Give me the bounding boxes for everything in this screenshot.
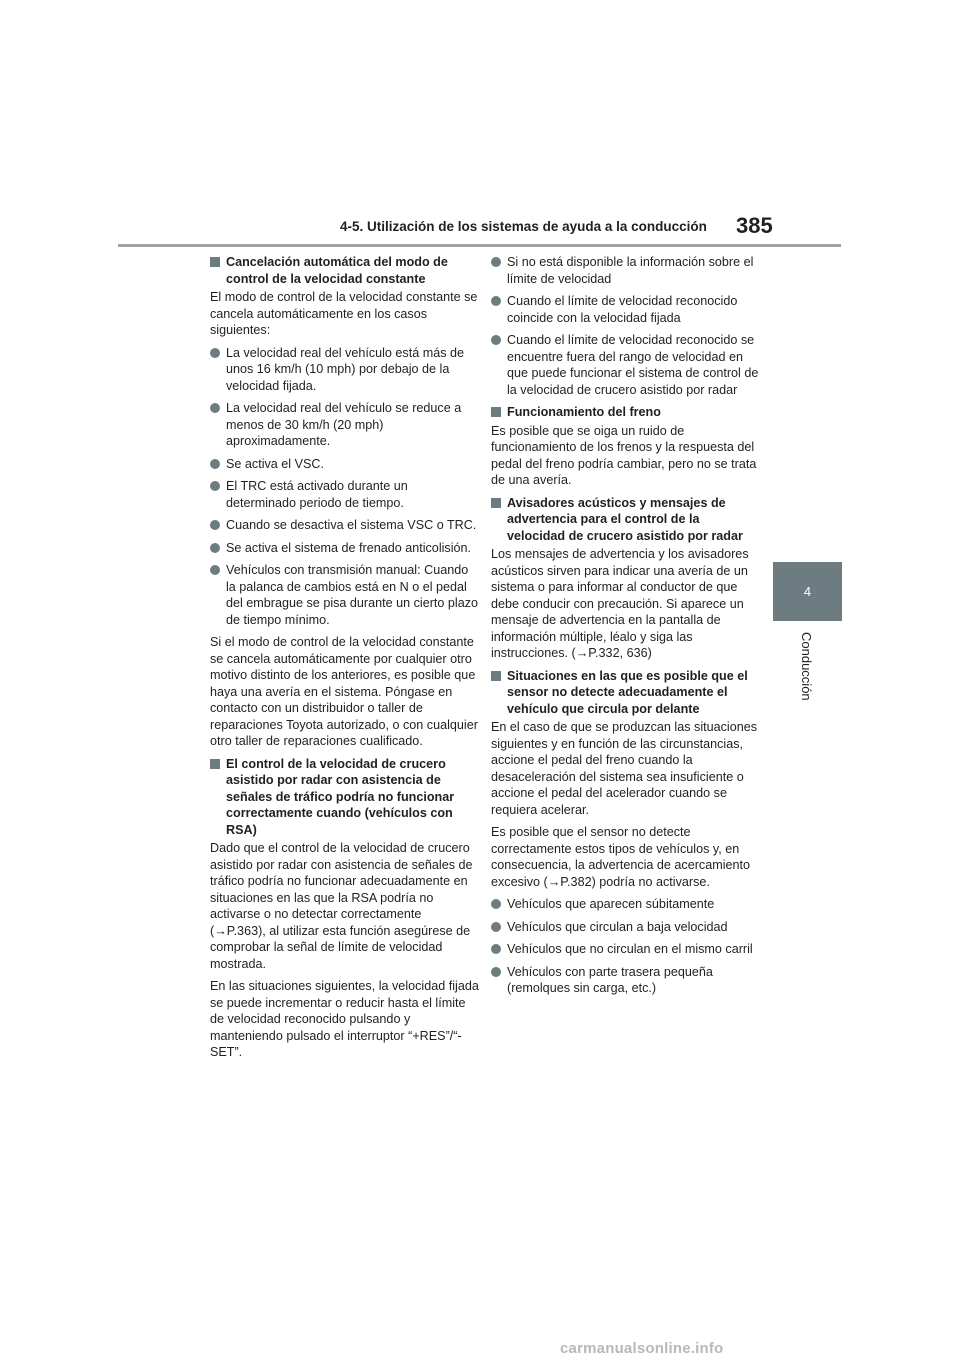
circle-bullet-icon bbox=[210, 459, 220, 469]
chapter-label-vertical bbox=[796, 632, 818, 712]
bullet-item bbox=[491, 254, 761, 287]
paragraph-text: Dado que el control de la velocidad de crucero asistido por radar con asistencia de señales de tráfico podría no funcionar adecuadamente en situaciones en las que la RSA podría no activarse o no detectar correctamente (→P.363), al utilizar esta función asegúrese de comprobar la señal de límite de velocidad mostrada. bbox=[210, 841, 473, 971]
bullet-text: La velocidad real del vehículo está más de unos 16 km/h (10 mph) por debajo de la velocidad fijada. bbox=[226, 345, 465, 393]
circle-bullet-icon bbox=[491, 335, 501, 345]
square-bullet-icon bbox=[491, 671, 501, 681]
watermark: carmanualsonline.info bbox=[560, 1340, 724, 1357]
bullet-text: Vehículos con parte trasera pequeña (remolques sin carga, etc.) bbox=[507, 964, 713, 995]
square-bullet-icon bbox=[210, 257, 220, 267]
section-header-title: 4-5. Utilización de los sistemas de ayuda a la conducción bbox=[340, 219, 707, 234]
circle-bullet-icon bbox=[210, 481, 220, 491]
bullet-text: Se activa el VSC. bbox=[226, 456, 324, 471]
bullet-item bbox=[491, 332, 761, 398]
body-paragraph bbox=[210, 634, 480, 750]
bullet-text: Vehículos que aparecen súbitamente bbox=[507, 897, 715, 911]
square-bullet-icon bbox=[491, 498, 501, 508]
paragraph-text: En las situaciones siguientes, la velocidad fijada se puede incrementar o reducir hasta el límite de velocidad reconocido pulsando y manteniendo pulsado el interruptor “+RES”/“-SET”. bbox=[210, 979, 479, 1059]
bullet-item bbox=[210, 517, 480, 534]
bullet-item bbox=[210, 478, 480, 511]
bullet-item bbox=[210, 456, 480, 473]
bullet-item bbox=[210, 400, 480, 450]
circle-bullet-icon bbox=[210, 348, 220, 358]
section-heading bbox=[491, 404, 761, 421]
header-divider bbox=[118, 244, 841, 247]
paragraph-text: El modo de control de la velocidad constante se cancela automáticamente en los casos siguientes: bbox=[210, 290, 478, 337]
circle-bullet-icon bbox=[210, 565, 220, 575]
bullet-text: La velocidad real del vehículo se reduce a menos de 30 km/h (20 mph) aproximadamente. bbox=[226, 401, 462, 448]
section-heading-text: Funcionamiento del freno bbox=[507, 405, 661, 419]
circle-bullet-icon bbox=[210, 520, 220, 530]
bullet-item bbox=[491, 896, 761, 913]
section-heading bbox=[210, 254, 480, 287]
circle-bullet-icon bbox=[491, 944, 501, 954]
bullet-item bbox=[491, 941, 761, 958]
circle-bullet-icon bbox=[491, 899, 501, 909]
bullet-text: Se activa el sistema de frenado anticolisión. bbox=[226, 540, 472, 555]
square-bullet-icon bbox=[210, 759, 220, 769]
bullet-item bbox=[491, 293, 761, 326]
section-heading-text: El control de la velocidad de crucero asistido por radar con asistencia de señales de tráfico podría no funcionar correctamente cuando (vehículos con RSA) bbox=[226, 756, 455, 837]
bullet-item bbox=[210, 562, 480, 628]
circle-bullet-icon bbox=[210, 403, 220, 413]
section-heading bbox=[491, 668, 761, 718]
circle-bullet-icon bbox=[491, 257, 501, 267]
paragraph-text: Si el modo de control de la velocidad constante se cancela automáticamente por cualquier otro motivo distinto de los anteriores, es posible que haya una avería en el sistema. Póngase en contacto con un distribuidor o taller de reparaciones Toyota autorizado, o con cualquier otro taller de reparaciones cualificado. bbox=[210, 635, 478, 748]
bullet-text: Vehículos con transmisión manual: Cuando la palanca de cambios está en N o el pedal del embrague se pisa durante un cierto plazo de tiempo mínimo. bbox=[226, 563, 479, 627]
bullet-item bbox=[491, 964, 761, 997]
body-paragraph bbox=[491, 719, 761, 818]
section-heading bbox=[491, 495, 761, 545]
body-paragraph bbox=[491, 423, 761, 489]
chapter-label-text: Conducción bbox=[799, 632, 814, 701]
right-text-column bbox=[491, 254, 761, 1003]
body-paragraph bbox=[491, 546, 761, 662]
bullet-item bbox=[491, 919, 761, 936]
bullet-text: Vehículos que circulan a baja velocidad bbox=[507, 919, 728, 934]
section-heading-text: Cancelación automática del modo de control de la velocidad constante bbox=[226, 255, 448, 286]
chapter-tab bbox=[773, 562, 842, 621]
circle-bullet-icon bbox=[491, 967, 501, 977]
bullet-item bbox=[210, 345, 480, 395]
bullet-text: Si no está disponible la información sobre el límite de velocidad bbox=[507, 255, 754, 286]
body-paragraph bbox=[210, 289, 480, 339]
circle-bullet-icon bbox=[210, 543, 220, 553]
bullet-text: El TRC está activado durante un determinado periodo de tiempo. bbox=[226, 479, 408, 510]
paragraph-text: Es posible que se oiga un ruido de funcionamiento de los frenos y la respuesta del pedal del freno podría cambiar, pero no se trata de una avería. bbox=[491, 423, 757, 487]
section-heading bbox=[210, 756, 480, 839]
page-number: 385 bbox=[736, 213, 773, 238]
body-paragraph bbox=[210, 978, 480, 1061]
circle-bullet-icon bbox=[491, 922, 501, 932]
body-paragraph bbox=[491, 824, 761, 890]
paragraph-text: Los mensajes de advertencia y los avisadores acústicos sirven para indicar una avería de un sistema o para informar al conductor de que debe conducir con precaución. Si aparece un mensaje de advertencia en la pantalla de información múltiple, léalo y siga las instrucciones. (→P.332, 636) bbox=[491, 547, 749, 660]
bullet-text: Cuando se desactiva el sistema VSC o TRC. bbox=[226, 518, 477, 532]
paragraph-text: En el caso de que se produzcan las situaciones siguientes y en función de las circunstancias, accione el pedal del freno cuando la desaceleración del sistema sea insuficiente o accione el pedal del acelerador cuando se requiera acelerar. bbox=[491, 720, 758, 817]
bullet-text: Vehículos que no circulan en el mismo carril bbox=[507, 942, 753, 956]
left-text-column bbox=[210, 254, 480, 1067]
section-heading-text: Avisadores acústicos y mensajes de advertencia para el control de la velocidad de crucero asistido por radar bbox=[507, 495, 743, 543]
section-heading-text: Situaciones en las que es posible que el sensor no detecte adecuadamente el vehículo que circula por delante bbox=[507, 668, 748, 716]
bullet-text: Cuando el límite de velocidad reconocido coincide con la velocidad fijada bbox=[507, 294, 738, 325]
paragraph-text: Es posible que el sensor no detecte correctamente estos tipos de vehículos y, en consecuencia, la advertencia de acercamiento excesivo (→P.382) podría no activarse. bbox=[491, 825, 751, 889]
body-paragraph bbox=[210, 840, 480, 972]
chapter-number: 4 bbox=[803, 584, 812, 599]
bullet-item bbox=[210, 540, 480, 557]
circle-bullet-icon bbox=[491, 296, 501, 306]
square-bullet-icon bbox=[491, 407, 501, 417]
bullet-text: Cuando el límite de velocidad reconocido se encuentre fuera del rango de velocidad en que puede funcionar el sistema de control de la velocidad de crucero asistido por radar bbox=[507, 333, 759, 397]
